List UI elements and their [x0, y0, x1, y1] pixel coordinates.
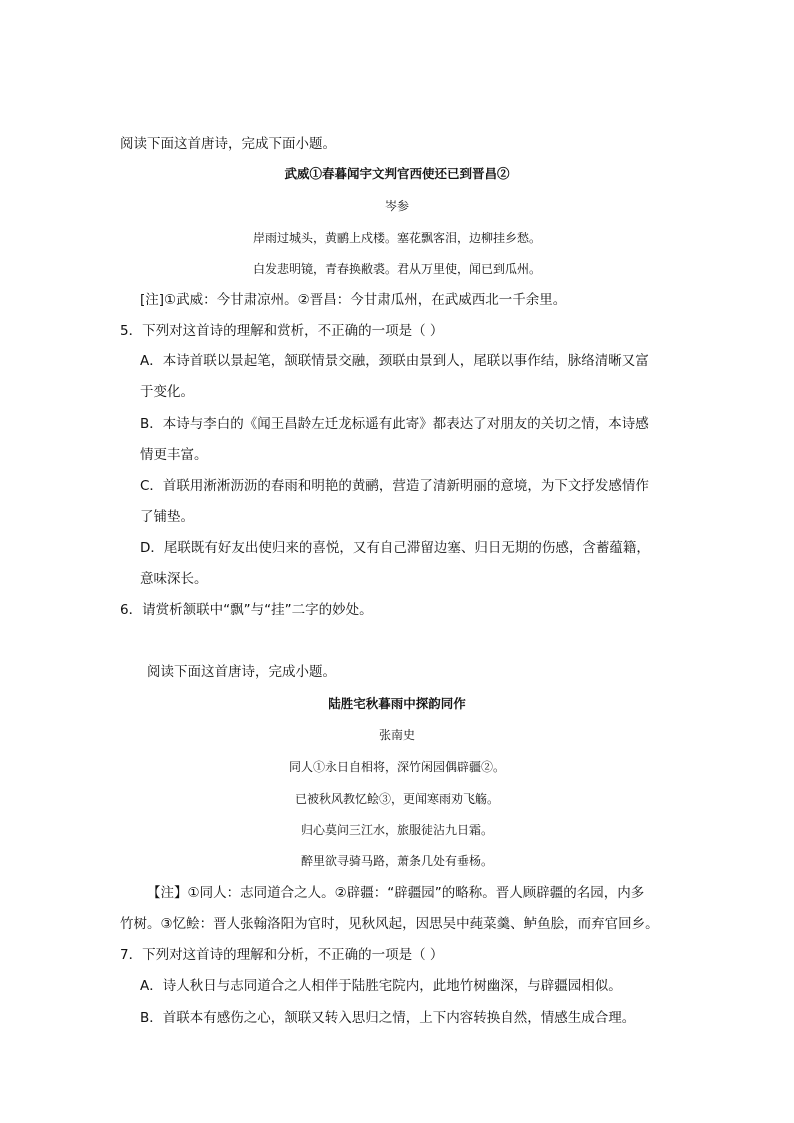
poem-line: 白发悲明镜，青春换敝裘。君从万里使，闻已到瓜州。: [252, 262, 541, 276]
poem-note-cont: 竹树。③忆鲙：晋人张翰洛阳为官时，见秋风起，因思吴中莼菜羹、鲈鱼脍，而弃官回乡。: [120, 916, 659, 932]
question-5-stem: 5．下列对这首诗的理解和赏析，不正确的一项是（ ）: [120, 323, 444, 339]
question-7-option-a: A．诗人秋日与志同道合之人相伴于陆胜宅院内，此地竹树幽深，与辟疆园相似。: [140, 978, 622, 994]
question-7-option-b: B．首联本有感伤之心，颔联又转入思归之情，上下内容转换自然，情感生成合理。: [140, 1010, 636, 1026]
poem-line: 岸雨过城头，黄鹂上戍楼。塞花飘客泪，边柳挂乡愁。: [252, 231, 541, 245]
poem-title: 武威①春暮闻宇文判官西使还已到晋昌②: [284, 166, 510, 181]
reading-instruction: 阅读下面这首唐诗，完成小题。: [147, 664, 336, 680]
poem-line: 已被秋风教忆鲙③，更闻寒雨劝飞觞。: [294, 792, 499, 806]
poem-note: 【注】①同人：志同道合之人。②辟疆：“辟疆园”的略称。晋人顾辟疆的名园，内多: [147, 885, 645, 901]
question-5-option-b-cont: 情更丰富。: [140, 447, 208, 463]
question-5-option-a: A．本诗首联以景起笔，颔联情景交融，颈联由景到人，尾联以事作结，脉络清晰又富: [140, 353, 649, 369]
poem-title: 陆胜宅秋暮雨中探韵同作: [328, 696, 466, 711]
question-5-option-c: C．首联用淅淅沥沥的春雨和明艳的黄鹂，营造了清新明丽的意境，为下文抒发感情作: [140, 478, 649, 494]
poem-author: 张南史: [378, 728, 415, 742]
poem-line: 醉里欲寻骑马路，萧条几处有垂杨。: [300, 854, 493, 868]
question-6-stem: 6．请赏析颔联中“飘”与“挂”二字的妙处。: [120, 602, 373, 618]
question-5-option-c-cont: 了铺垫。: [140, 509, 194, 525]
question-7-stem: 7．下列对这首诗的理解和分析，不正确的一项是（ ）: [120, 947, 444, 963]
reading-instruction: 阅读下面这首唐诗，完成下面小题。: [120, 136, 336, 152]
question-5-option-d: D．尾联既有好友出使归来的喜悦，又有自己滞留边塞、归日无期的伤感，含蓄蕴籍，: [140, 540, 650, 556]
question-5-option-b: B．本诗与李白的《闻王昌龄左迁龙标遥有此寄》都表达了对朋友的关切之情，本诗感: [140, 416, 649, 432]
poem-line: 归心莫问三江水，旅服徒沾九日霜。: [300, 823, 493, 837]
poem-note: [注]①武威：今甘肃凉州。②晋昌：今甘肃瓜州，在武威西北一千余里。: [140, 292, 567, 308]
poem-author: 岑参: [384, 199, 409, 213]
question-5-option-d-cont: 意味深长。: [140, 571, 208, 587]
question-5-option-a-cont: 于变化。: [140, 384, 194, 400]
poem-line: 同人①永日自相将，深竹闲园偶辟疆②。: [288, 760, 505, 774]
